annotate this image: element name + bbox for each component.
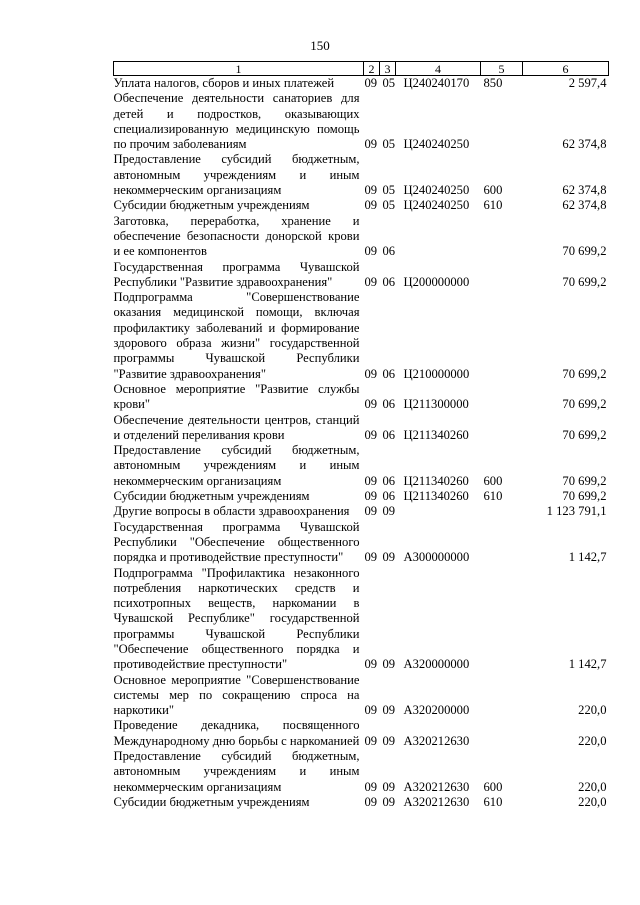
row-name-cell: Проведение декадника, посвященного Международному дню борьбы с наркоманией (113, 718, 360, 748)
row-name-cell: Подпрограмма "Совершенствование оказания медицинской помощи, включая профилактику заболеваний и формирование здорового образа жизни" государственной программы Чувашской Республики "Развитие здравоохранения" (113, 290, 360, 381)
row-section-cell: 09 (364, 657, 378, 672)
row-name-cell: Предоставление субсидий бюджетным, автономным учреждениям и иным некоммерческим организациям (113, 749, 360, 794)
row-amount-cell: 70 699,2 (562, 489, 607, 504)
row-section-cell: 09 (364, 137, 378, 152)
table-row (114, 504, 609, 519)
row-name-cell: Другие вопросы в области здравоохранения (113, 504, 350, 519)
row-amount-cell: 1 123 791,1 (546, 504, 607, 519)
row-amount-cell: 220,0 (578, 703, 607, 718)
row-subsection-cell: 06 (382, 274, 396, 289)
row-expense-type-cell: 850 (483, 76, 503, 90)
row-target-article-cell: Ц210000000 (403, 366, 470, 381)
row-section-cell: 09 (364, 779, 378, 794)
row-amount-cell: 70 699,2 (562, 366, 607, 381)
row-amount-cell: 1 142,7 (568, 550, 607, 565)
table-row (114, 152, 609, 198)
row-section-cell: 09 (364, 550, 378, 565)
row-section-cell: 09 (364, 244, 378, 259)
row-expense-type-cell (481, 504, 523, 519)
row-target-article-cell: Ц211300000 (403, 397, 469, 412)
row-subsection-cell: 05 (382, 76, 396, 90)
row-expense-type-cell: 610 (483, 198, 503, 213)
header-cell: 2 (364, 62, 380, 76)
row-expense-type-cell (481, 520, 523, 566)
row-expense-type-cell (481, 382, 523, 413)
row-section-cell: 09 (364, 473, 378, 488)
row-target-article-cell: Ц200000000 (403, 274, 470, 289)
table-row (114, 520, 609, 566)
table-row (114, 749, 609, 795)
row-expense-type-cell: 600 (483, 473, 503, 488)
row-target-article-cell: Ц211340260 (403, 489, 469, 504)
row-target-article-cell: Ц211340260 (403, 473, 469, 488)
row-amount-cell: 220,0 (578, 733, 607, 748)
table-row (114, 566, 609, 673)
row-expense-type-cell (481, 260, 523, 291)
row-subsection-cell: 06 (382, 366, 396, 381)
table-row (114, 214, 609, 260)
row-section-cell: 09 (364, 489, 378, 504)
row-expense-type-cell: 610 (483, 489, 503, 504)
budget-table (113, 61, 609, 810)
table-header-row (114, 62, 609, 76)
row-name-cell: Предоставление субсидий бюджетным, автономным учреждениям и иным некоммерческим организациям (113, 443, 360, 488)
row-name-cell: Субсидии бюджетным учреждениям (113, 198, 310, 213)
row-target-article-cell: Ц211340260 (403, 427, 469, 442)
row-subsection-cell: 06 (382, 427, 396, 442)
table-row (114, 413, 609, 444)
row-section-cell: 09 (364, 183, 378, 198)
row-expense-type-cell (481, 214, 523, 260)
row-name-cell: Государственная программа Чувашской Республики "Обеспечение общественного порядка и противодействие преступности" (113, 519, 360, 565)
row-subsection-cell: 09 (382, 703, 396, 718)
row-name-cell: Подпрограмма "Профилактика незаконного потребления наркотических средств и психотропных веществ, наркомании в Чувашской Республике" государственной программы Чувашской Республики "Обеспечение общественного порядка и противодействие преступности" (113, 565, 360, 672)
row-name-cell: Субсидии бюджетным учреждениям (113, 489, 310, 504)
row-amount-cell: 1 142,7 (568, 657, 607, 672)
row-subsection-cell: 06 (382, 489, 396, 504)
table-row (114, 718, 609, 749)
row-subsection-cell: 05 (382, 137, 396, 152)
row-target-article-cell: Ц240240170 (403, 76, 470, 90)
row-expense-type-cell: 610 (483, 794, 503, 809)
row-name-cell: Обеспечение деятельности центров, станций и отделений переливания крови (113, 412, 360, 442)
table-row (114, 260, 609, 291)
header-cell: 6 (523, 62, 609, 76)
page-number: 150 (310, 38, 330, 53)
table-row (114, 673, 609, 719)
row-section-cell: 09 (364, 703, 378, 718)
row-expense-type-cell (481, 566, 523, 673)
row-target-article-cell: А320212630 (403, 794, 470, 809)
row-section-cell: 09 (364, 427, 378, 442)
row-subsection-cell: 05 (382, 183, 396, 198)
table-row (114, 76, 609, 92)
row-subsection-cell: 05 (382, 198, 396, 213)
row-amount-cell: 70 699,2 (562, 274, 607, 289)
header-cell: 5 (481, 62, 523, 76)
table-row (114, 382, 609, 413)
row-target-article-cell: А320200000 (403, 703, 470, 718)
row-section-cell: 09 (364, 794, 378, 809)
row-target-article-cell (396, 214, 481, 260)
table-row (114, 443, 609, 489)
table-row (114, 290, 609, 382)
row-target-article-cell: Ц240240250 (403, 137, 470, 152)
row-amount-cell: 220,0 (578, 779, 607, 794)
row-subsection-cell: 06 (382, 397, 396, 412)
row-name-cell: Уплата налогов, сборов и иных платежей (113, 76, 335, 90)
table-body (114, 76, 609, 811)
row-amount-cell: 70 699,2 (562, 244, 607, 259)
row-name-cell: Основное мероприятие "Развитие службы крови" (113, 381, 360, 412)
row-target-article-cell: Ц240240250 (403, 183, 470, 198)
row-subsection-cell: 06 (382, 244, 396, 259)
row-expense-type-cell (481, 673, 523, 719)
row-expense-type-cell: 600 (483, 779, 503, 794)
row-section-cell: 09 (364, 366, 378, 381)
row-amount-cell: 70 699,2 (562, 427, 607, 442)
table-row (114, 91, 609, 152)
row-name-cell: Обеспечение деятельности санаториев для детей и подростков, оказывающих специализированную медицинскую помощь по прочим заболеваниям (113, 91, 360, 152)
row-subsection-cell: 06 (382, 473, 396, 488)
table-row (114, 795, 609, 810)
row-section-cell: 09 (364, 76, 378, 90)
row-section-cell: 09 (364, 504, 378, 519)
header-cell: 3 (380, 62, 396, 76)
row-amount-cell: 70 699,2 (562, 397, 607, 412)
row-subsection-cell: 09 (382, 504, 396, 519)
row-section-cell: 09 (364, 397, 378, 412)
table-row (114, 198, 609, 213)
row-amount-cell: 2 597,4 (568, 76, 607, 90)
row-subsection-cell: 09 (382, 733, 396, 748)
row-subsection-cell: 09 (382, 550, 396, 565)
row-amount-cell: 62 374,8 (562, 137, 607, 152)
table-row (114, 489, 609, 504)
row-expense-type-cell (481, 413, 523, 444)
header-cell: 1 (114, 62, 364, 76)
row-amount-cell: 62 374,8 (562, 183, 607, 198)
header-cell: 4 (396, 62, 481, 76)
row-name-cell: Предоставление субсидий бюджетным, автономным учреждениям и иным некоммерческим организациям (113, 152, 360, 198)
row-target-article-cell: А320000000 (403, 657, 470, 672)
row-expense-type-cell (481, 290, 523, 382)
row-target-article-cell: Ц240240250 (403, 198, 470, 213)
row-name-cell: Субсидии бюджетным учреждениям (113, 794, 310, 809)
row-section-cell: 09 (364, 198, 378, 213)
row-target-article-cell: А320212630 (403, 779, 470, 794)
row-expense-type-cell (481, 91, 523, 152)
row-section-cell: 09 (364, 274, 378, 289)
row-name-cell: Заготовка, переработка, хранение и обеспечение безопасности донорской крови и ее компонентов (113, 213, 360, 259)
row-section-cell: 09 (364, 733, 378, 748)
row-subsection-cell: 09 (382, 657, 396, 672)
row-expense-type-cell (481, 718, 523, 749)
row-subsection-cell: 09 (382, 779, 396, 794)
row-subsection-cell: 09 (382, 794, 396, 809)
row-name-cell: Государственная программа Чувашской Республики "Развитие здравоохранения" (113, 259, 360, 289)
row-amount-cell: 62 374,8 (562, 198, 607, 213)
row-target-article-cell: А300000000 (403, 550, 470, 565)
row-amount-cell: 220,0 (578, 794, 607, 809)
row-target-article-cell (396, 504, 481, 519)
row-name-cell: Основное мероприятие "Совершенствование системы мер по сокращению спроса на наркотики" (113, 672, 360, 718)
row-expense-type-cell: 600 (483, 183, 503, 198)
row-amount-cell: 70 699,2 (562, 473, 607, 488)
row-target-article-cell: А320212630 (403, 733, 470, 748)
